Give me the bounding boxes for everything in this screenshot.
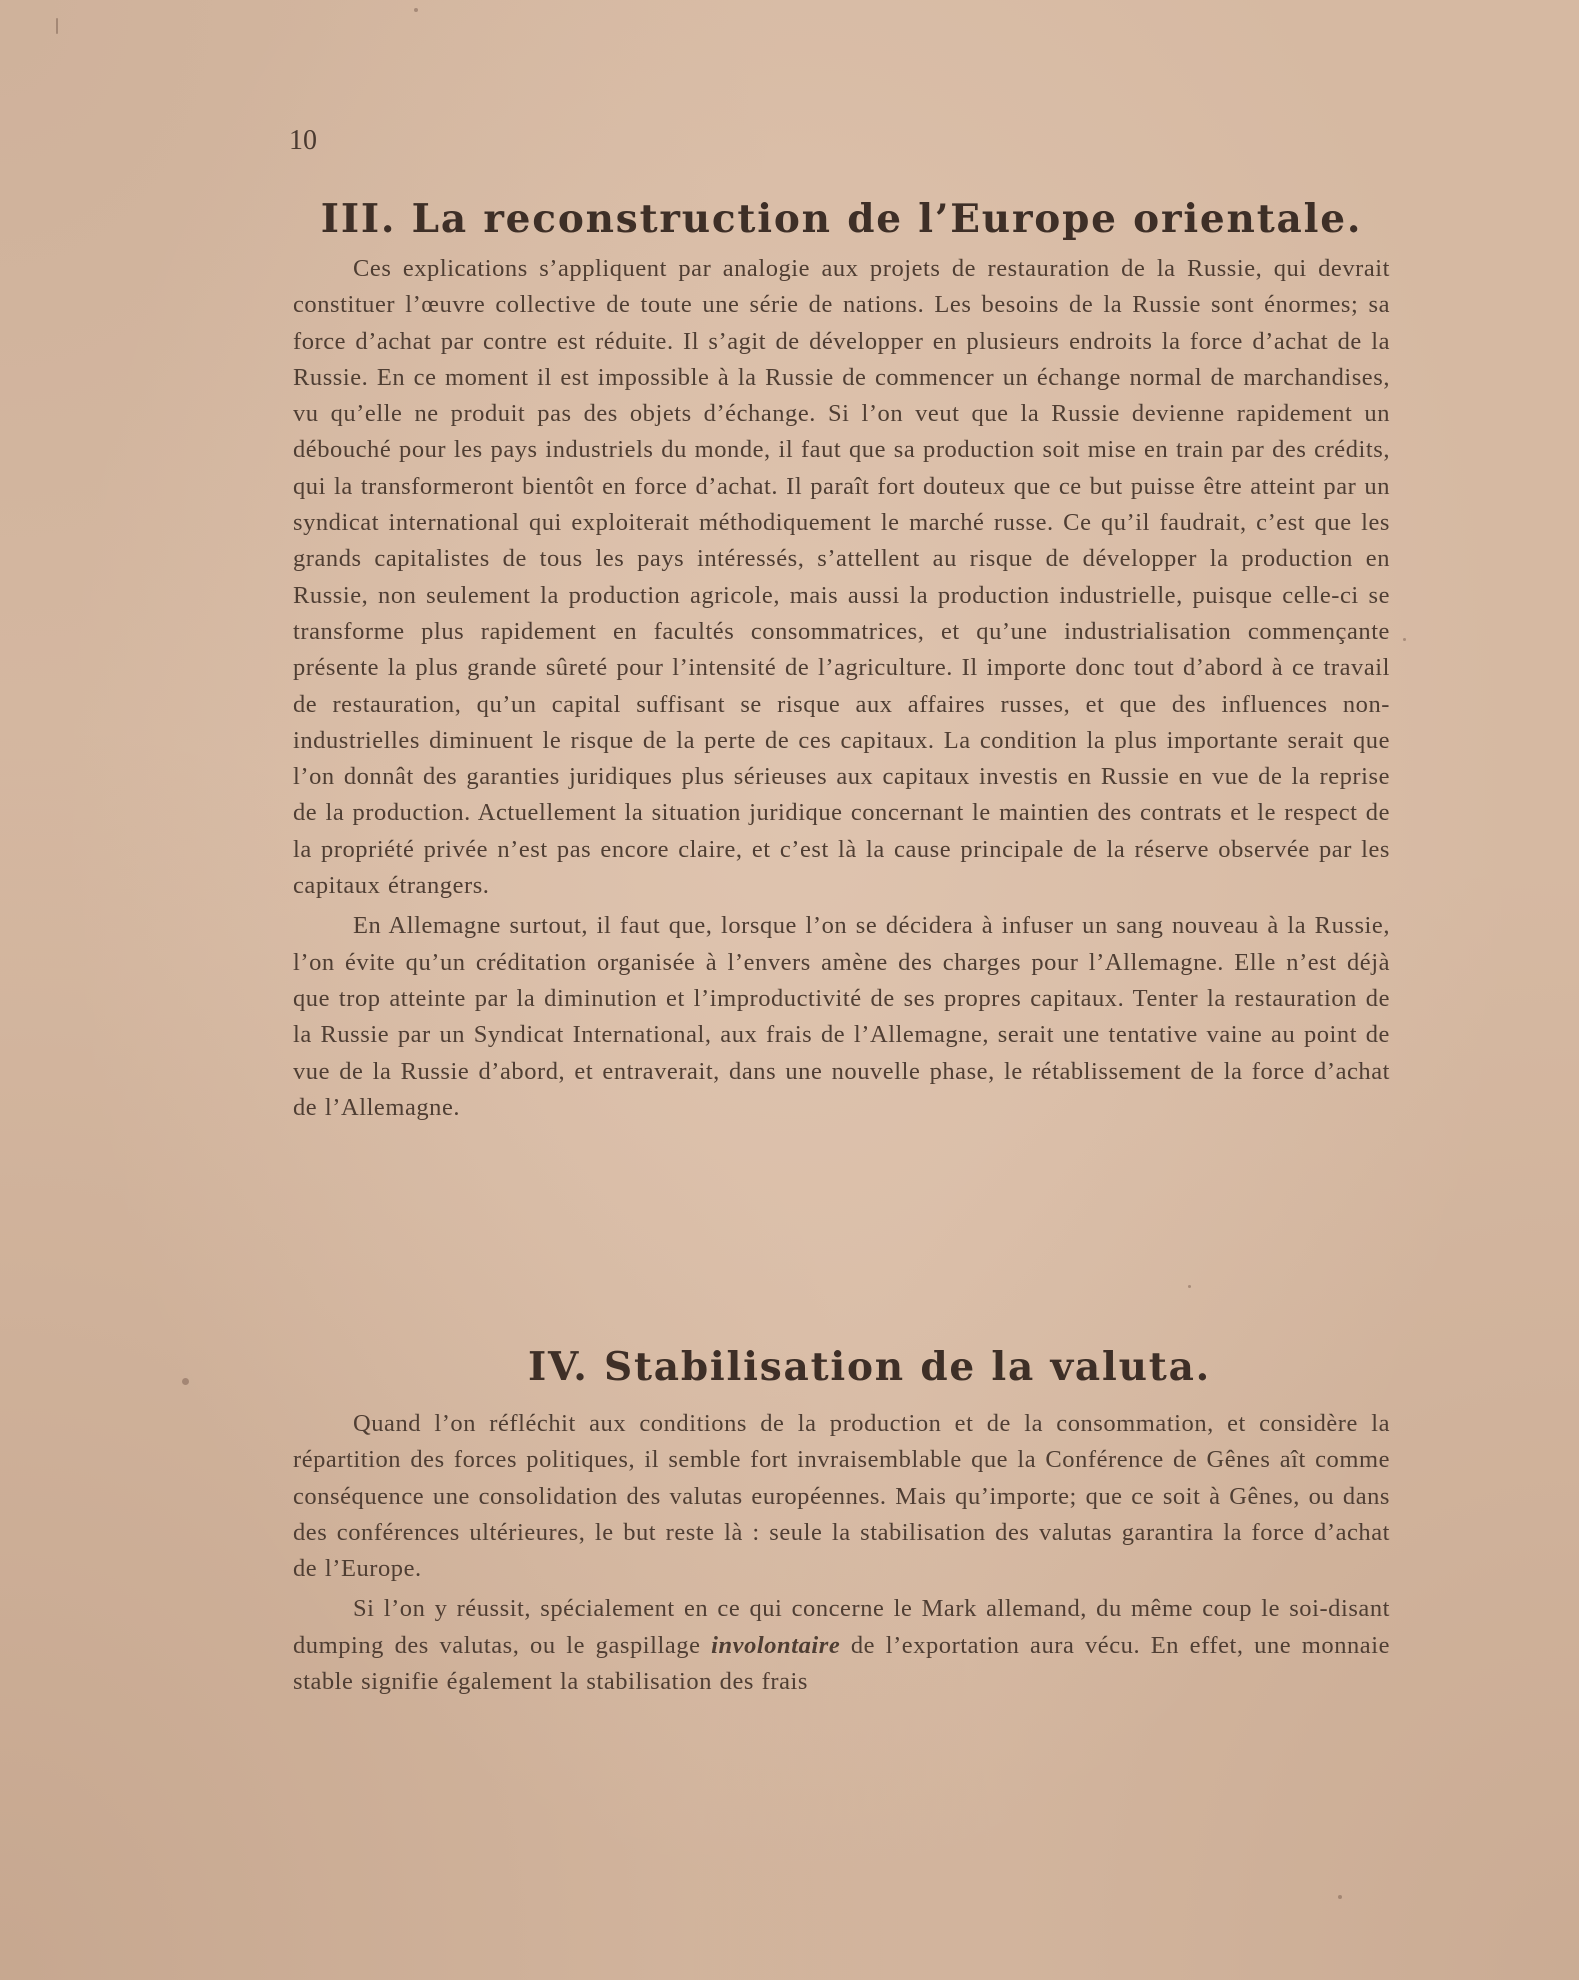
paragraph-text: de l’exportation aura vécu. En effet, une monnaie stable signifie également la stabilisation des frais [293,1631,1390,1696]
paper-speck [56,18,58,34]
paper-speck [1338,1895,1342,1899]
paragraph: En Allemagne surtout, il faut que, lorsque l’on se décidera à infuser un sang nouveau à la Russie, l’on évite qu’un créditation organisée à l’envers amène des charges pour l’Allemagne. Elle n’est déjà que trop atteinte par la diminution et l’improductivité de ses propres capitaux. Tenter la restauration de la Russie par un Syndicat International, aux frais de l’Allemagne, serait une tentative vaine au point de vue de la Russie d’abord, et entraverait, dans une nouvelle phase, le rétablissement de la force d’achat de l’Allemagne. [293,912,1390,1121]
section-title: IV. Stabilisation de la valuta. [527,1344,1212,1390]
paragraph: Ces explications s’appliquent par analogie aux projets de restauration de la Russie, qui devrait constituer l’œuvre collective de toute une série de nations. Les besoins de la Russie sont énormes; sa force d’achat par contre est réduite. Il s’agit de développer en plusieurs endroits la force d’achat de la Russie. En ce moment il est impossible à la Russie de commencer un échange normal de marchandises, vu qu’elle ne produit pas des objets d’échange. Si l’on veut que la Russie devienne rapidement un débouché pour les pays industriels du monde, il faut que sa production soit mise en train par des crédits, qui la transformeront bientôt en force d’achat. Il paraît fort douteux que ce but puisse être atteint par un syndicat international qui exploiterait méthodiquement le marché russe. Ce qu’il faudrait, c’est que les grands capitalistes de tous les pays intéressés, s’attellent au risque de développer la production en Russie, non seulement la production agricole, mais aussi la production industrielle, puisque celle-ci se transforme plus rapidement en facultés consommatrices, et qu’une industrialisation commençante présente la plus grande sûreté pour l’intensité de l’agriculture. Il importe donc tout d’abord à ce travail de restauration, qu’un capital suffisant se risque aux affaires russes, et que des influences non-industrielles diminuent le risque de la perte de ces capitaux. La condition la plus importante serait que l’on donnât des garanties juridiques plus sérieuses aux capitaux investis en Russie en vue de la reprise de la production. Actuellement la situation juridique concernant le maintien des contrats et le respect de la propriété privée n’est pas encore claire, et c’est là la cause principale de la réserve observée par les capitaux étrangers. [293,255,1390,900]
paper-speck [1403,638,1406,641]
page-number: 10 [289,125,317,156]
paper-speck [1188,1285,1191,1288]
section-reconstruction-europe-orientale [293,192,1390,1126]
paper-speck [414,8,418,12]
section-title: III. La reconstruction de l’Europe orientale. [320,196,1363,242]
paragraph: Quand l’on réfléchit aux conditions de la production et de la consommation, et considère la répartition des forces politiques, il semble fort invraisemblable que la Conférence de Gênes aît comme conséquence une consolidation des valutas européennes. Mais qu’importe; que ce soit à Gênes, ou dans des conférences ultérieures, le but reste là : seule la stabilisation des valutas garantira la force d’achat de l’Europe. [293,1410,1390,1583]
paragraph-text: Si l’on y réussit, spécialement en ce qui concerne le Mark allemand, du même coup le soi-disant dumping des valutas, ou le gaspillage [293,1595,1390,1659]
paragraph-with-emphasis [293,1591,1390,1700]
emphasized-word: involontaire [711,1631,841,1659]
section-stabilisation-valuta [293,1340,1390,1700]
paper-speck [182,1378,189,1385]
